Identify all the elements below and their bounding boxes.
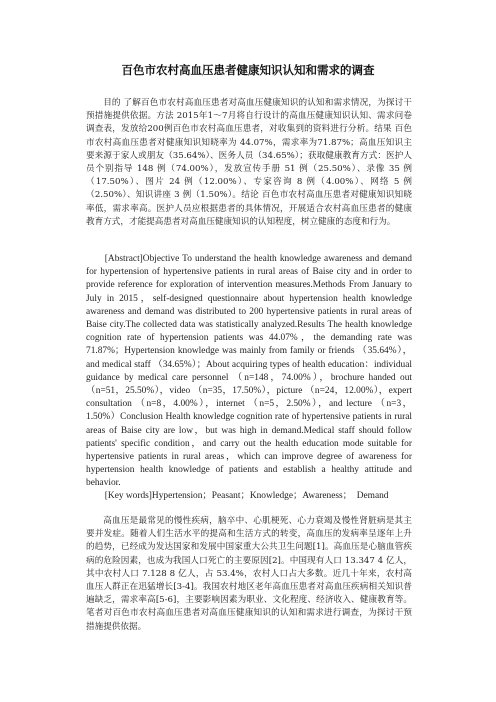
keywords-line: [Key words]Hypertension；Peasant；Knowledge；Awareness； Demand <box>104 491 389 501</box>
abstract-chinese: 目的 了解百色市农村高血压患者对高血压健康知识的认知和需求情况，为探讨干预措施提供依据。方法 2015年1～7月将自行设计的高血压健康知识认知、需求问卷调查表，发放给200例百色市农村高血压患者，对收集到的资料进行分析。结果 百色市农村高血压患者对健康知识知晓率为 44.07%，需求率为71.87%；高血压知识主要来源于家人或朋友（35.64%）、医务人员（34.65%）；获取健康教育方式：医护人员个别指导 148 例（74.00%），发放宣传手册 51 例（25.50%）、录像 35 例（17.50%）、图片 24 例（12.00%）、专家咨询 8 例（4.00%）、网络 5 例（2.50%）、知识讲座 3 例（1.50%）。结论 百色市农村高血压患者对健康知识知晓率低，需求率高。医护人员应根据患者的具体情况，开展适合农村高血压患者的健康教育方式，才能提高患者对高血压健康知识的认知程度，树立健康的态度和行为。 <box>86 98 412 227</box>
paper-title: 百色市农村高血压患者健康知识认知和需求的调查 <box>121 63 375 77</box>
abstract-english: [Abstract]Objective To understand the health knowledge awareness and demand for hypertension of hypertensive patients in rural areas of Baise city and in order to provide reference for exploration of intervention measures.Methods From January to July in 2015，self-designed questionnaire about hypertension health knowledge awareness and demand was distributed to 200 hypertensive patients in rural areas of Baise city.The collected data was statistically analyzed.Results The health knowledge cognition rate of hypertension patients was 44.07%，the demanding rate was 71.87%；Hypertension knowledge was mainly from family or friends （35.64%），and medical staff （34.65%）；About acquiring types of health education：individual guidance by medical care personnel （n=148，74.00%），brochure handed out （n=51，25.50%），video （n=35，17.50%），picture （n=24，12.00%），expert consultation （n=8，4.00%），internet （n=5，2.50%），and lecture （n=3，1.50%）Conclusion Health knowledge cognition rate of hypertensive patients in rural areas of Baise city are low，but was high in demand.Medical staff should follow patients' specific condition，and carry out the health education mode suitable for hypertensive patients in rural areas，which can improve degree of awareness for hypertension health knowledge of patients and establish a healthy attitude and behavior. <box>86 254 412 489</box>
introduction-paragraph: 高血压是最常见的慢性疾病，脑卒中、心肌梗死、心力衰竭及慢性肾脏病是其主要并发症。随着人们生活水平的提高和生活方式的转变，高血压的发病率呈逐年上升的趋势，已经成为发达国家和发展中国家重大公共卫生问题[1]。高血压是心脑血管疾病的危险因素，也成为我国人口死亡的主要原因[2]。中国现有人口 13.347 4 亿人，其中农村人口 7.128 8 亿人，占 53.4%，农村人口占大多数。近几十年来，农村高血压人群正在迅猛增长[3-4]。我国农村地区老年高血压患者对高血压疾病相关知识普遍缺乏，需求率高[5-6]，主要影响因素为职业、文化程度、经济收入、健康教育等。笔者对百色市农村高血压患者对高血压健康知识的认知和需求进行调查，为探讨干预措施提供依据。 <box>86 516 412 632</box>
